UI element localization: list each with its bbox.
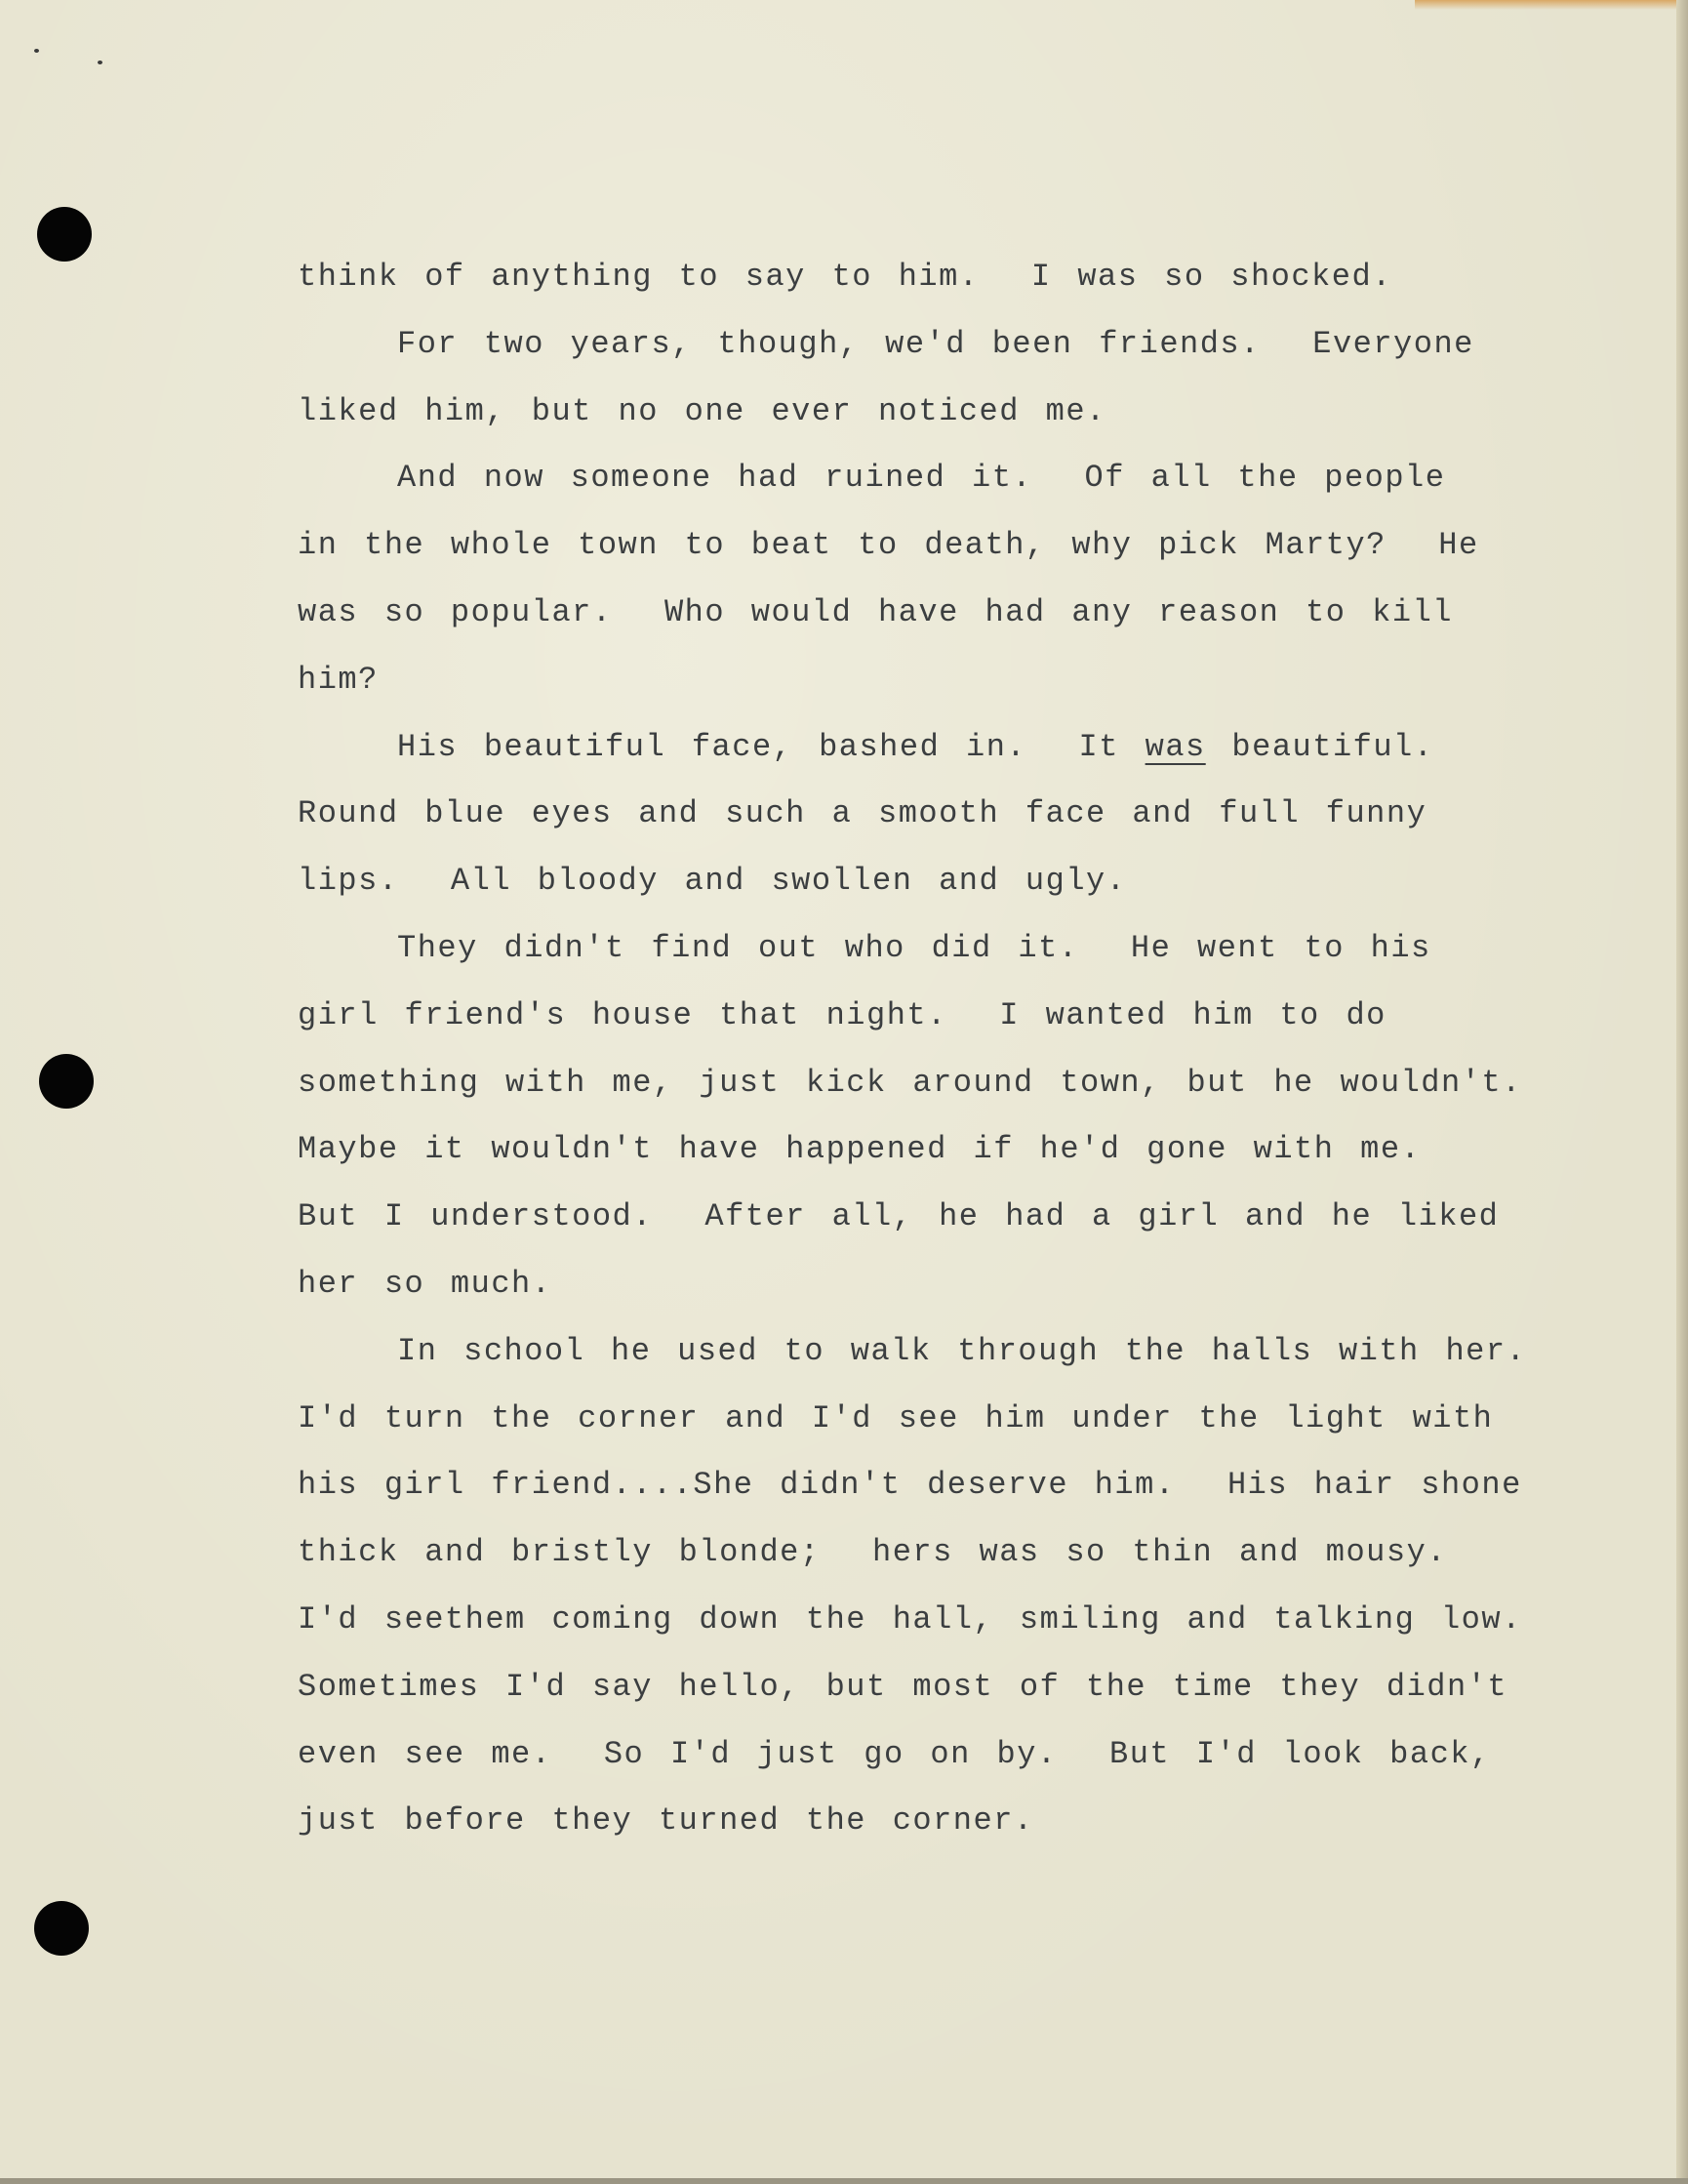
paper-edge: [1676, 0, 1688, 2184]
text-line: I'd seethem coming down the hall, smiling and talking low.: [298, 1600, 1522, 1638]
text-segment: His beautiful face, bashed in. It: [397, 728, 1145, 765]
text-line: But I understood. After all, he had a girl and he liked: [298, 1198, 1500, 1235]
punch-hole: [37, 207, 92, 262]
text-line: They didn't find out who did it. He went to his: [397, 929, 1431, 966]
text-line: In school he used to walk through the halls with her.: [397, 1332, 1527, 1369]
underlined-word: was: [1145, 728, 1206, 765]
text-line: in the whole town to beat to death, why pick Marty? He: [298, 527, 1479, 564]
ink-speck: [34, 49, 39, 53]
paper-stain: [1415, 0, 1688, 10]
text-line: Round blue eyes and such a smooth face and full funny: [298, 795, 1427, 832]
text-line: Sometimes I'd say hello, but most of the time they didn't: [298, 1668, 1508, 1705]
text-line: him?: [298, 661, 379, 698]
text-line: was so popular. Who would have had any reason to kill: [298, 593, 1453, 630]
text-line: something with me, just kick around town, but he wouldn't.: [298, 1064, 1522, 1101]
ink-speck: [98, 61, 102, 64]
text-line: [298, 714, 1507, 782]
text-line: lips. All bloody and swollen and ugly.: [298, 863, 1127, 900]
text-segment: beautiful.: [1205, 728, 1434, 765]
typed-text: [298, 244, 1527, 1855]
text-line: even see me. So I'd just go on by. But I'd look back,: [298, 1735, 1491, 1772]
text-line: liked him, but no one ever noticed me.: [298, 392, 1106, 429]
text-line: her so much.: [298, 1265, 552, 1302]
text-line: think of anything to say to him. I was so shocked.: [298, 259, 1392, 295]
text-line: For two years, though, we'd been friends. Everyone: [397, 325, 1474, 362]
text-line: girl friend's house that night. I wanted him to do: [298, 996, 1387, 1033]
text-line: Maybe it wouldn't have happened if he'd gone with me.: [298, 1131, 1422, 1168]
punch-hole: [34, 1901, 89, 1956]
text-line: thick and bristly blonde; hers was so thin and mousy.: [298, 1534, 1447, 1571]
text-line: his girl friend....She didn't deserve him. His hair shone: [298, 1467, 1522, 1504]
text-line: I'd turn the corner and I'd see him under the light with: [298, 1399, 1494, 1436]
punch-hole: [39, 1054, 94, 1109]
text-line: And now someone had ruined it. Of all the people: [397, 460, 1446, 497]
paper-bottom-edge: [0, 2178, 1688, 2184]
text-line: just before they turned the corner.: [298, 1802, 1034, 1840]
